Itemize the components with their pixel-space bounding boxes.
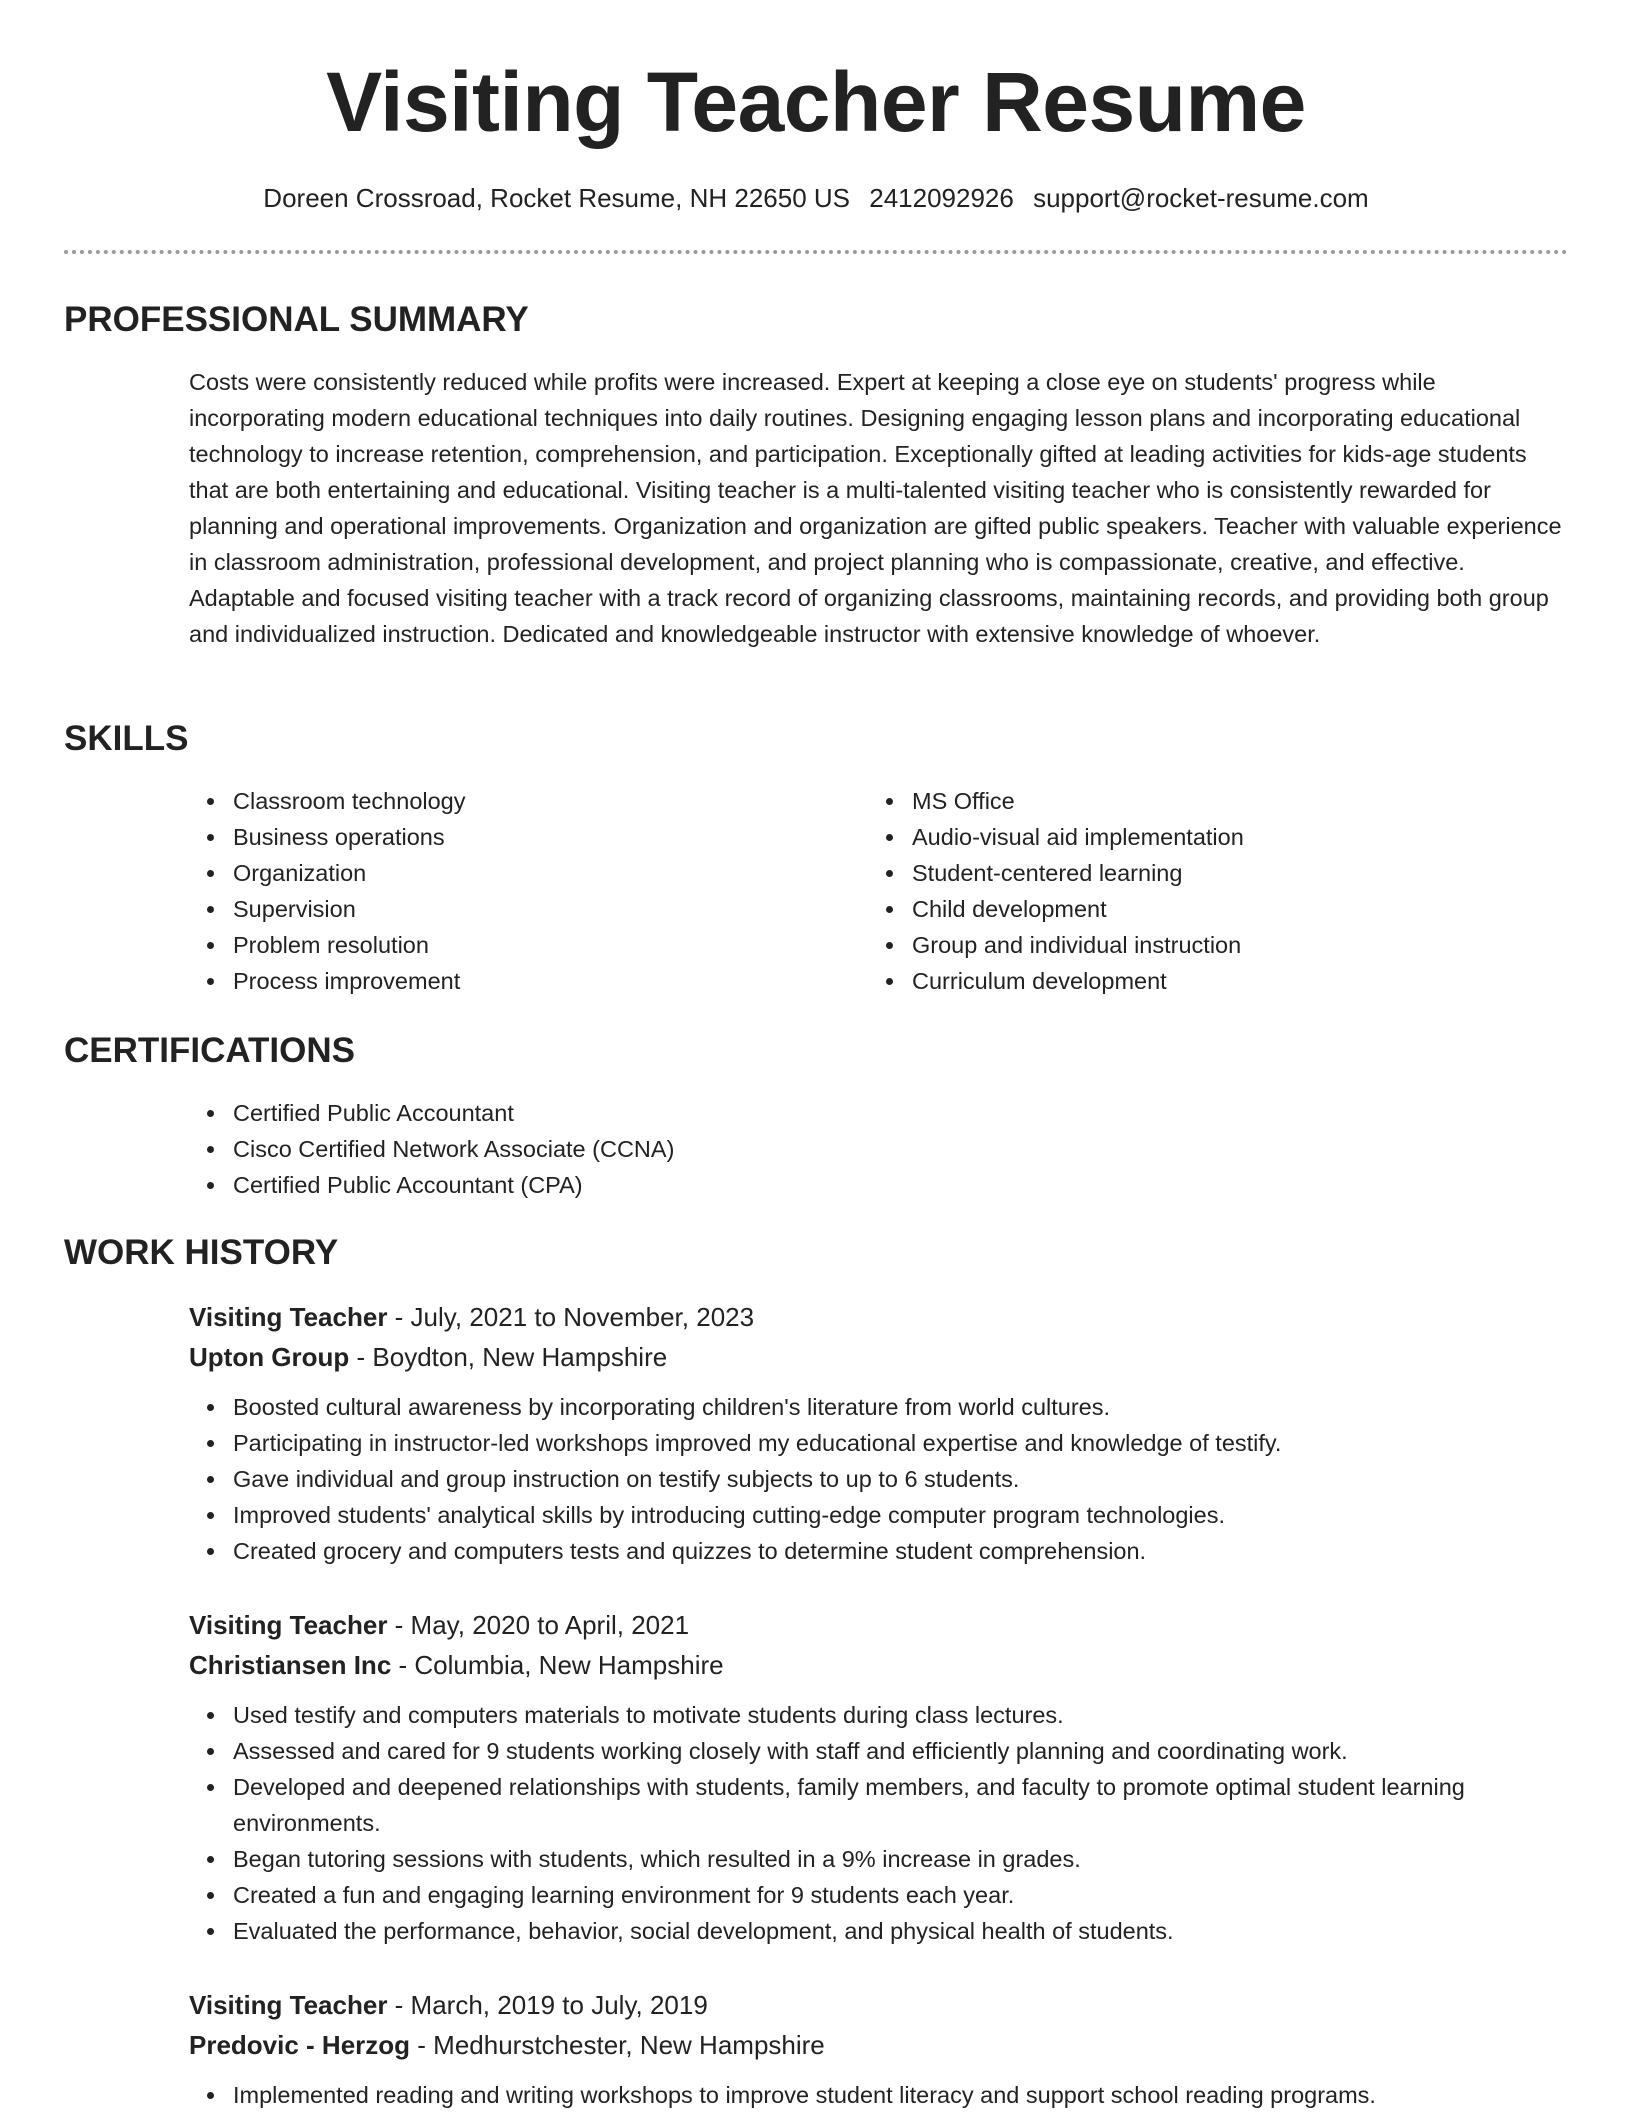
job-company-line xyxy=(189,1645,1569,1685)
skill-item: MS Office xyxy=(868,783,1508,819)
certifications-heading: CERTIFICATIONS xyxy=(64,1031,356,1070)
skills-heading: SKILLS xyxy=(64,719,189,758)
job-entry xyxy=(189,1605,1569,1949)
job-location: - Columbia, New Hampshire xyxy=(391,1650,724,1680)
job-bullet: Improved students' analytical skills by introducing cutting-edge computer program technologies. xyxy=(189,1497,1569,1533)
job-dates: - May, 2020 to April, 2021 xyxy=(387,1610,690,1640)
skill-item: Child development xyxy=(868,891,1508,927)
skill-item: Student-centered learning xyxy=(868,855,1508,891)
certification-item: Certified Public Accountant xyxy=(189,1095,1489,1131)
certification-item: Cisco Certified Network Associate (CCNA) xyxy=(189,1131,1489,1167)
certification-item: Certified Public Accountant (CPA) xyxy=(189,1167,1489,1203)
skill-item: Process improvement xyxy=(189,963,829,999)
skill-item: Classroom technology xyxy=(189,783,829,819)
job-bullet: Implemented reading and writing workshops to improve student literacy and support school reading programs. xyxy=(189,2077,1569,2113)
job-entry xyxy=(189,1985,1569,2113)
job-entry xyxy=(189,1297,1569,1569)
skills-left-list xyxy=(189,783,829,999)
skills-left-column xyxy=(189,783,829,999)
header-divider xyxy=(64,250,1568,254)
skill-item: Audio-visual aid implementation xyxy=(868,819,1508,855)
resume-title: Visiting Teacher Resume xyxy=(326,55,1306,149)
skills-right-column xyxy=(868,783,1508,999)
job-title-line xyxy=(189,1605,1569,1645)
summary-text: Costs were consistently reduced while profits were increased. Expert at keeping a close eye on students' progress while incorporating modern educational techniques into daily routines. Designing engaging lesson plans and incorporating educational technology to increase retention, comprehension, and participation. Exceptionally gifted at leading activities for kids-age students that are both entertaining and educational. Visiting teacher is a multi-talented visiting teacher who is consistently rewarded for planning and operational improvements. Organization and organization are gifted public speakers. Teacher with valuable experience in classroom administration, professional development, and project planning who is compassionate, creative, and effective. Adaptable and focused visiting teacher with a track record of organizing classrooms, maintaining records, and providing both group and individualized instruction. Dedicated and knowledgeable instructor with extensive knowledge of whoever. xyxy=(189,369,1562,647)
contact-address: Doreen Crossroad, Rocket Resume, NH 22650 US xyxy=(263,183,850,213)
job-title-line xyxy=(189,1297,1569,1337)
job-company: Christiansen Inc xyxy=(189,1650,392,1680)
job-dates: - March, 2019 to July, 2019 xyxy=(387,1990,708,2020)
job-bullet: Assessed and cared for 9 students working closely with staff and efficiently planning and coordinating work. xyxy=(189,1733,1569,1769)
job-title: Visiting Teacher xyxy=(189,1610,388,1640)
summary-heading: PROFESSIONAL SUMMARY xyxy=(64,300,529,339)
job-company: Upton Group xyxy=(189,1342,350,1372)
skill-item: Problem resolution xyxy=(189,927,829,963)
contact-line xyxy=(0,180,1632,216)
job-bullet: Evaluated the performance, behavior, social development, and physical health of students. xyxy=(189,1913,1569,1949)
skill-item: Business operations xyxy=(189,819,829,855)
job-bullet: Boosted cultural awareness by incorporating children's literature from world cultures. xyxy=(189,1389,1569,1425)
job-bullet: Began tutoring sessions with students, which resulted in a 9% increase in grades. xyxy=(189,1841,1569,1877)
job-title-line xyxy=(189,1985,1569,2025)
job-company: Predovic - Herzog xyxy=(189,2030,411,2060)
skill-item: Organization xyxy=(189,855,829,891)
job-bullet: Gave individual and group instruction on testify subjects to up to 6 students. xyxy=(189,1461,1569,1497)
skill-item: Supervision xyxy=(189,891,829,927)
job-title: Visiting Teacher xyxy=(189,1302,388,1332)
job-bullet: Participating in instructor-led workshops improved my educational expertise and knowledge of testify. xyxy=(189,1425,1569,1461)
job-title: Visiting Teacher xyxy=(189,1990,388,2020)
job-bullets xyxy=(189,2077,1569,2113)
contact-email: support@rocket-resume.com xyxy=(1033,183,1369,213)
job-bullet: Created grocery and computers tests and quizzes to determine student comprehension. xyxy=(189,1533,1569,1569)
job-bullets xyxy=(189,1389,1569,1569)
skill-item: Group and individual instruction xyxy=(868,927,1508,963)
job-location: - Boydton, New Hampshire xyxy=(349,1342,668,1372)
job-company-line xyxy=(189,2025,1569,2065)
job-dates: - July, 2021 to November, 2023 xyxy=(387,1302,755,1332)
job-company-line xyxy=(189,1337,1569,1377)
contact-phone: 2412092926 xyxy=(869,183,1014,213)
job-bullets xyxy=(189,1697,1569,1949)
work-history-heading: WORK HISTORY xyxy=(64,1233,339,1272)
job-bullet: Created a fun and engaging learning environment for 9 students each year. xyxy=(189,1877,1569,1913)
job-bullet: Developed and deepened relationships with students, family members, and faculty to promote optimal student learning environments. xyxy=(189,1769,1569,1841)
certifications-list xyxy=(189,1095,1489,1203)
job-bullet: Used testify and computers materials to motivate students during class lectures. xyxy=(189,1697,1569,1733)
skills-right-list xyxy=(868,783,1508,999)
skill-item: Curriculum development xyxy=(868,963,1508,999)
job-location: - Medhurstchester, New Hampshire xyxy=(410,2030,825,2060)
